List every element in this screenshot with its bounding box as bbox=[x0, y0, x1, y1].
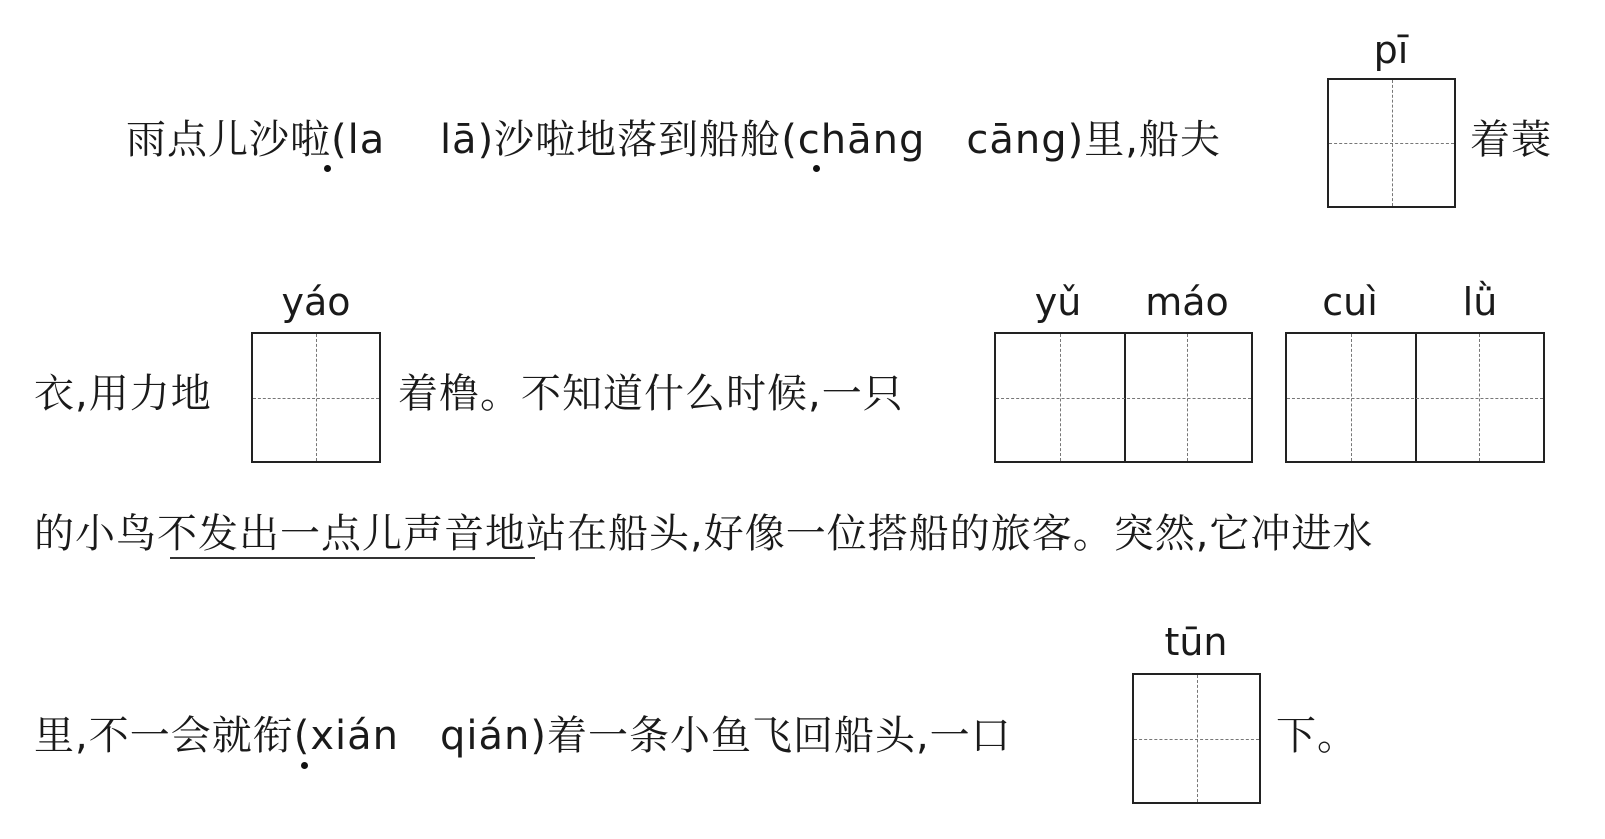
underlined-phrase: 不发出一点儿声音 bbox=[157, 511, 485, 557]
answer-box-cuilu[interactable] bbox=[1285, 332, 1545, 463]
pinyin-mao: máo bbox=[1145, 280, 1229, 324]
pinyin-pi: pī bbox=[1373, 28, 1409, 72]
text-segment: 雨点儿沙啦 bbox=[126, 117, 331, 163]
answer-box-yumao[interactable] bbox=[994, 332, 1253, 463]
line-1 bbox=[126, 116, 1221, 164]
text-segment: 衣,用力地 bbox=[34, 371, 212, 417]
pinyin-lu: lǜ bbox=[1462, 280, 1498, 324]
text-segment: 着橹。不知道什么时候,一只 bbox=[398, 371, 904, 417]
text-segment: 里,不一会就衔 bbox=[34, 713, 294, 759]
line-4 bbox=[34, 712, 1012, 760]
text-segment: 地站在船头,好像一位搭船的旅客。突然,它冲进水 bbox=[485, 511, 1374, 557]
text-segment: 的小鸟 bbox=[34, 511, 157, 557]
emphasis-dot bbox=[324, 165, 331, 172]
text-segment: 着蓑 bbox=[1470, 117, 1552, 163]
pinyin-tun: tūn bbox=[1164, 620, 1228, 664]
text-segment: (chāng cāng)里,船夫 bbox=[781, 117, 1221, 163]
pinyin-yao: yáo bbox=[281, 280, 351, 324]
text-segment: 下。 bbox=[1276, 713, 1358, 759]
underline bbox=[170, 557, 535, 559]
answer-box-tun[interactable] bbox=[1132, 673, 1261, 804]
text-segment: (xián qián)着一条小鱼飞回船头,一口 bbox=[293, 713, 1012, 759]
answer-box-pi[interactable] bbox=[1327, 78, 1456, 208]
line-3 bbox=[34, 510, 1373, 558]
pinyin-cui: cuì bbox=[1322, 280, 1378, 324]
text-segment: (la lā)沙啦地落到船舱 bbox=[331, 117, 782, 163]
emphasis-dot bbox=[301, 762, 308, 769]
answer-box-yao[interactable] bbox=[251, 332, 381, 463]
pinyin-yu: yǔ bbox=[1034, 280, 1082, 324]
emphasis-dot bbox=[813, 165, 820, 172]
